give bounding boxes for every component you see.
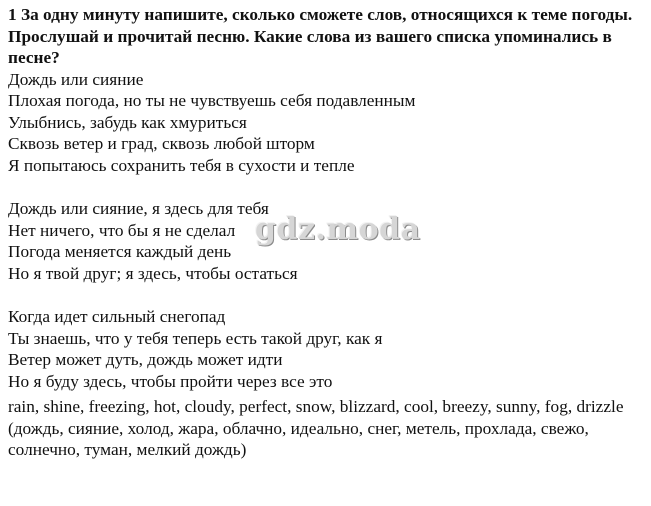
task-heading: 1 За одну минуту напишите, сколько сможете слов, относящихся к теме погоды. Прослушай и прочитай песню. Какие слова из вашего списка упоминались в песне? [8,5,633,67]
song-line: Ты знаешь, что у тебя теперь есть такой друг, как я [8,328,383,348]
song-line: Плохая погода, но ты не чувствуешь себя подавленным [8,91,416,110]
song-line: Улыбнись, забудь как хмуриться [8,112,247,132]
song-stanza-1 [8,69,644,177]
document-page [8,4,644,461]
song-line: Я попытаюсь сохранить тебя в сухости и тепле [8,155,355,175]
song-line: Нет ничего, что бы я не сделал [8,220,236,240]
song-line: Дождь или сияние [8,69,144,89]
song-line: Но я твой друг; я здесь, чтобы остаться [8,263,298,283]
song-line: Ветер может дуть, дождь может идти [8,350,283,369]
song-line: Дождь или сияние, я здесь для тебя [8,199,269,218]
song-stanza-2 [8,198,644,284]
stanza-gap [8,284,644,306]
song-line: Но я буду здесь, чтобы пройти через все это [8,371,333,391]
song-stanza-3 [8,306,644,392]
stanza-gap [8,176,644,198]
song-line: Сквозь ветер и град, сквозь любой шторм [8,134,315,153]
weather-words-list: rain, shine, freezing, hot, cloudy, perfect, snow, blizzard, cool, breezy, sunny, fog, drizzle (дождь, сияние, холод, жара, облачно, идеально, снег, метель, прохлада, свежо, солнечно, туман, мелкий дождь) [8,397,624,459]
watermark-logo: gdz.moda [255,212,421,247]
song-line: Когда идет сильный снегопад [8,307,226,326]
song-line: Погода меняется каждый день [8,242,232,261]
